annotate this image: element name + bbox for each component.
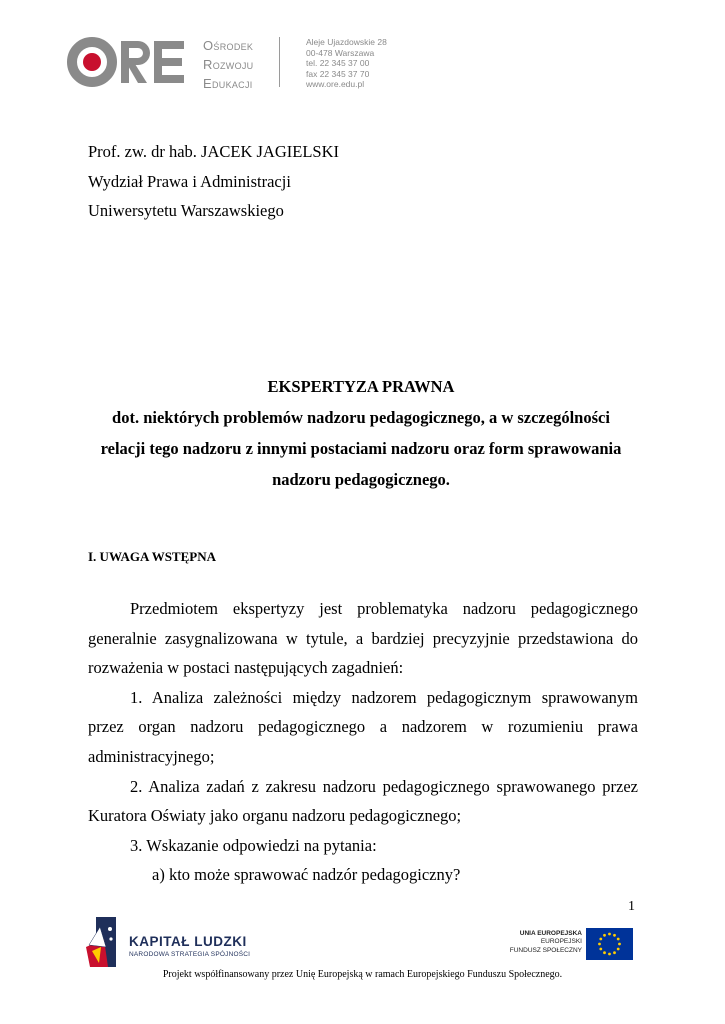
- body-line: Przedmiotem ekspertyzy jest problematyka nadzoru pedagogicznego: [130, 599, 638, 618]
- org-name-line: Rozwoju: [203, 57, 254, 72]
- eu-label-line: EUROPEJSKI: [540, 938, 582, 946]
- address-line: www.ore.edu.pl: [306, 79, 365, 90]
- sub-item-a: a) kto może sprawować nadzór pedagogiczny?: [152, 865, 461, 885]
- kapital-ludzki-title: KAPITAŁ LUDZKI: [129, 934, 247, 949]
- list-item-2: 2. Analiza zadań z zakresu nadzoru pedagogicznego sprawowanego przez: [130, 776, 638, 796]
- eu-flag-icon: [586, 928, 633, 960]
- list-item-1: 1. Analiza zależności między nadzorem pedagogicznym sprawowanym: [130, 687, 638, 707]
- section-heading: I. UWAGA WSTĘPNA: [88, 549, 216, 564]
- document-title: [80, 371, 642, 495]
- list-item-3: 3. Wskazanie odpowiedzi na pytania:: [130, 835, 377, 855]
- title-subtitle-line: relacji tego nadzoru z innymi postaciami nadzoru oraz form sprawowania: [100, 439, 622, 458]
- author-name: Prof. zw. dr hab. JACEK JAGIELSKI: [88, 142, 339, 161]
- org-name-line: Edukacji: [203, 76, 253, 91]
- eu-label: [510, 930, 582, 955]
- body-line: generalnie zasygnalizowana w tytule, a bardziej precyzyjnie przedstawiona do: [88, 628, 638, 648]
- address-line: Aleje Ujazdowskie 28: [306, 37, 387, 47]
- body-line: administracyjnego;: [88, 746, 215, 766]
- org-name: [203, 36, 253, 93]
- address-line: 00-478 Warszawa: [306, 47, 375, 58]
- org-address: [306, 37, 387, 90]
- address-line: tel. 22 345 37 00: [306, 58, 370, 69]
- title-subtitle-line: nadzoru pedagogicznego.: [272, 470, 450, 489]
- org-name-line: Ośrodek: [203, 38, 254, 53]
- eu-label-line: FUNDUSZ SPOŁECZNY: [509, 946, 582, 954]
- body-line: rozważenia w postaci następujących zagadnień:: [88, 658, 404, 678]
- title-subtitle-line: dot. niektórych problemów nadzoru pedagogicznego, a w szczególności: [112, 408, 610, 427]
- ore-logo-mark: [72, 41, 184, 83]
- author-university: Uniwersytetu Warszawskiego: [88, 201, 284, 220]
- body-line: Kuratora Oświaty jako organu nadzoru pedagogicznego;: [88, 806, 462, 826]
- title-main: EKSPERTYZA PRAWNA: [267, 377, 455, 396]
- address-line: fax 22 345 37 70: [306, 68, 370, 79]
- author-faculty: Wydział Prawa i Administracji: [88, 171, 291, 191]
- kapital-ludzki-icon: [86, 917, 120, 967]
- page-number: 1: [628, 899, 635, 914]
- body-text: [88, 594, 638, 890]
- eu-label-line: UNIA EUROPEJSKA: [519, 930, 582, 937]
- footer-note: Projekt współfinansowany przez Unię Europejską w ramach Europejskiego Funduszu Społecznego.: [162, 969, 563, 980]
- ore-logo: [66, 33, 191, 91]
- header-divider: [279, 37, 280, 87]
- author-block: [88, 137, 339, 226]
- body-line: przez organ nadzoru pedagogicznego a nadzorem w rozumieniu prawa: [88, 717, 638, 737]
- kapital-ludzki-subtitle: NARODOWA STRATEGIA SPÓJNOŚCI: [129, 951, 251, 958]
